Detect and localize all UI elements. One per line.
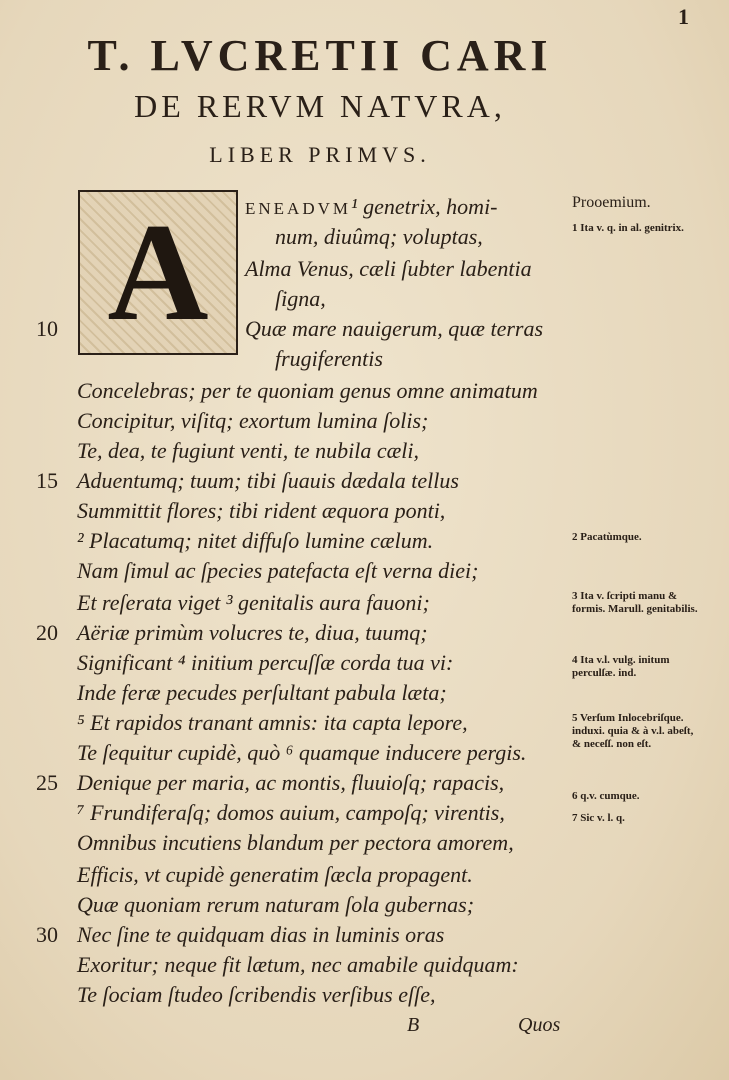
verse-text: ⁷ Frundiferaſq; domos auium, campoſq; virentis, <box>77 800 505 825</box>
title-book: LIBER PRIMVS. <box>209 142 431 167</box>
verse-line <box>77 710 468 736</box>
verse-line <box>245 194 498 220</box>
verse-text: Significant ⁴ initium percuſſæ corda tua vi: <box>77 650 454 675</box>
line-number: 15 <box>36 468 58 493</box>
verse-line <box>77 498 445 524</box>
verse-lead-word: ENEADVM <box>245 199 351 218</box>
verse-line <box>245 256 532 282</box>
verse-line <box>77 952 519 978</box>
verse-line <box>275 286 326 312</box>
folio-number: 1 <box>678 4 689 29</box>
marginal-note: 7 Sic v. l. q. <box>572 812 625 824</box>
verse-line <box>77 650 453 676</box>
section-heading-note: Prooemium. <box>572 194 651 211</box>
marginal-note: 2 Pacatùmque. <box>572 531 642 543</box>
verse-line <box>77 558 478 584</box>
verse-line <box>77 528 433 554</box>
verse-text: Concelebras; per te quoniam genus omne animatum <box>77 378 538 403</box>
verse-text: Te ſociam ſtudeo ſcribendis verſibus eſſe, <box>77 982 436 1007</box>
verse-line <box>77 770 504 796</box>
verse-line <box>77 620 428 646</box>
verse-text: Exoritur; neque fit lætum, nec amabile quidquam: <box>77 952 519 977</box>
verse-line <box>275 224 483 250</box>
verse-text: Nec ſine te quidquam dias in luminis oras <box>77 922 445 947</box>
line-number: 30 <box>36 922 58 947</box>
verse-text: Aduentumq; tuum; tibi ſuauis dædala tellus <box>77 468 459 493</box>
verse-text: Quæ quoniam rerum naturam ſola gubernas; <box>77 892 475 917</box>
line-number: 10 <box>36 316 58 341</box>
verse-text: Te, dea, te fugiunt venti, te nubila cæli, <box>77 438 419 463</box>
initial-letter: A <box>107 194 209 350</box>
decorated-initial <box>78 190 238 355</box>
verse-line <box>275 346 383 372</box>
verse-text: Aëriæ primùm volucres te, diua, tuumq; <box>77 620 428 645</box>
verse-text: Efficis, vt cupidè generatim ſæcla propagent. <box>77 862 473 887</box>
verse-text: Et reſerata viget ³ genitalis aura fauoni; <box>77 590 430 615</box>
verse-text: ² Placatumq; nitet diffuſo lumine cælum. <box>77 528 434 553</box>
verse-text: Denique per maria, ac montis, fluuioſq; rapacis, <box>77 770 505 795</box>
verse-line <box>77 378 538 404</box>
verse-text: Inde feræ pecudes perſultant pabula læta; <box>77 680 447 705</box>
verse-line <box>77 982 435 1008</box>
verse-line <box>77 468 459 494</box>
verse-line <box>77 862 473 888</box>
marginal-note: 4 Ita v.l. vulg. initum perculſæ. ind. <box>572 654 670 679</box>
verse-text: Alma Venus, cæli ſubter labentia <box>245 256 532 281</box>
signature-mark: B <box>407 1014 420 1036</box>
verse-text: Summittit flores; tibi rident æquora ponti, <box>77 498 446 523</box>
marginal-note: 5 Verſum Inlocebriſque. induxi. quia & à v.l. abeſt, & neceſſ. non eſt. <box>572 712 694 750</box>
verse-text: ſigna, <box>275 286 326 311</box>
verse-text: Nam ſimul ac ſpecies patefacta eſt verna diei; <box>77 558 479 583</box>
verse-line <box>77 680 447 706</box>
verse-text: Quæ mare nauigerum, quæ terras <box>245 316 544 341</box>
verse-text: ⁵ Et rapidos tranant amnis: ita capta lepore, <box>77 710 468 735</box>
verse-line <box>77 408 428 434</box>
catchword: Quos <box>518 1014 561 1036</box>
title-author: T. LVCRETII CARI <box>87 31 553 80</box>
verse-line <box>77 830 514 856</box>
marginal-note: 1 Ita v. q. in al. genitrix. <box>572 222 684 234</box>
verse-line <box>77 590 430 616</box>
verse-text: Te ſequitur cupidè, quò ⁶ quamque inducere pergis. <box>77 740 527 765</box>
verse-line <box>77 438 419 464</box>
verse-text: frugiferentis <box>275 346 383 371</box>
title-work: DE RERVM NATVRA, <box>134 88 506 124</box>
line-number: 25 <box>36 770 58 795</box>
verse-line <box>77 892 474 918</box>
verse-line <box>245 316 543 342</box>
verse-text: ¹ genetrix, homi- <box>351 194 498 219</box>
verse-text: Omnibus incutiens blandum per pectora amorem, <box>77 830 514 855</box>
verse-text: Concipitur, viſitq; exortum lumina ſolis; <box>77 408 429 433</box>
line-number: 20 <box>36 620 58 645</box>
verse-text: num, diuûmq; voluptas, <box>275 224 483 249</box>
marginal-note: 3 Ita v. ſcripti manu & formis. Marull. genitabilis. <box>572 590 698 615</box>
marginal-note: 6 q.v. cumque. <box>572 790 640 802</box>
verse-line <box>77 740 526 766</box>
verse-line <box>77 922 444 948</box>
verse-line <box>77 800 505 826</box>
